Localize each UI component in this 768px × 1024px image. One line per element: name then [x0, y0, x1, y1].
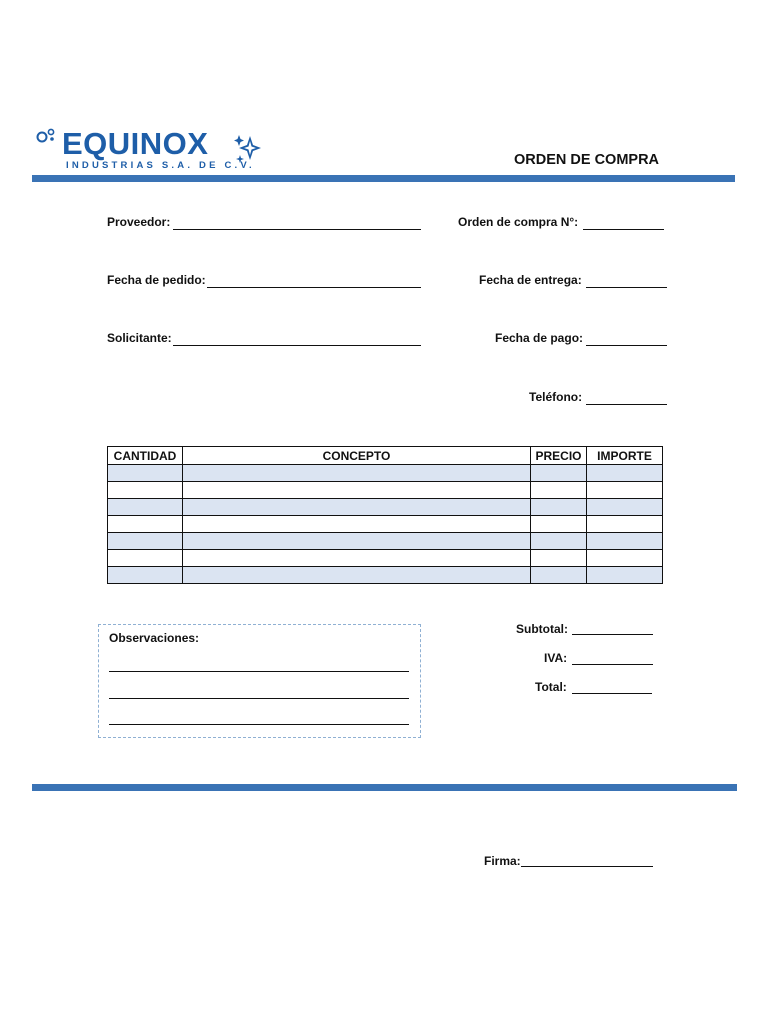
company-subtitle: INDUSTRIAS S.A. DE C.V. — [66, 160, 255, 171]
cell-importe[interactable] — [587, 550, 663, 567]
field-firma[interactable] — [521, 866, 653, 867]
label-fecha-pago: Fecha de pago: — [495, 331, 584, 345]
cell-cantidad[interactable] — [108, 482, 183, 499]
label-subtotal: Subtotal: — [516, 622, 568, 636]
column-header-precio: PRECIO — [531, 447, 587, 465]
bubbles-icon — [36, 127, 62, 147]
label-iva: IVA: — [544, 651, 568, 665]
cell-concepto[interactable] — [183, 499, 531, 516]
cell-importe[interactable] — [587, 482, 663, 499]
column-header-cantidad: CANTIDAD — [108, 447, 183, 465]
table-row — [108, 482, 663, 499]
cell-precio[interactable] — [531, 482, 587, 499]
cell-importe[interactable] — [587, 516, 663, 533]
field-telefono[interactable] — [586, 404, 667, 405]
footer-divider — [32, 784, 737, 791]
observations-label: Observaciones: — [109, 631, 200, 645]
cell-precio[interactable] — [531, 465, 587, 482]
field-total[interactable] — [572, 693, 652, 694]
field-fecha-pago[interactable] — [586, 345, 667, 346]
cell-precio[interactable] — [531, 550, 587, 567]
cell-concepto[interactable] — [183, 482, 531, 499]
cell-concepto[interactable] — [183, 516, 531, 533]
cell-precio[interactable] — [531, 533, 587, 550]
label-fecha-pedido: Fecha de pedido: — [107, 273, 206, 287]
cell-cantidad[interactable] — [108, 567, 183, 584]
label-orden-compra: Orden de compra N°: — [458, 215, 579, 229]
cell-cantidad[interactable] — [108, 550, 183, 567]
document-title: ORDEN DE COMPRA — [514, 152, 660, 168]
label-firma: Firma: — [484, 854, 521, 868]
cell-precio[interactable] — [531, 567, 587, 584]
table-row — [108, 533, 663, 550]
label-proveedor: Proveedor: — [107, 215, 171, 229]
label-telefono: Teléfono: — [529, 390, 583, 404]
cell-concepto[interactable] — [183, 567, 531, 584]
field-fecha-entrega[interactable] — [586, 287, 667, 288]
label-fecha-entrega: Fecha de entrega: — [479, 273, 582, 287]
table-header-row — [108, 447, 663, 465]
items-table — [107, 446, 663, 584]
cell-cantidad[interactable] — [108, 533, 183, 550]
table-row — [108, 550, 663, 567]
field-fecha-pedido[interactable] — [207, 287, 421, 288]
cell-importe[interactable] — [587, 465, 663, 482]
cell-concepto[interactable] — [183, 465, 531, 482]
company-name: EQUINOX — [62, 126, 209, 161]
header-divider — [32, 175, 735, 182]
cell-precio[interactable] — [531, 499, 587, 516]
column-header-concepto: CONCEPTO — [183, 447, 531, 465]
cell-cantidad[interactable] — [108, 516, 183, 533]
observations-line[interactable] — [109, 724, 409, 725]
table-row — [108, 567, 663, 584]
table-row — [108, 465, 663, 482]
cell-concepto[interactable] — [183, 533, 531, 550]
cell-cantidad[interactable] — [108, 465, 183, 482]
cell-precio[interactable] — [531, 516, 587, 533]
cell-cantidad[interactable] — [108, 499, 183, 516]
field-iva[interactable] — [572, 664, 653, 665]
label-solicitante: Solicitante: — [107, 331, 172, 345]
table-row — [108, 516, 663, 533]
table-row — [108, 499, 663, 516]
cell-importe[interactable] — [587, 533, 663, 550]
cell-concepto[interactable] — [183, 550, 531, 567]
cell-importe[interactable] — [587, 567, 663, 584]
observations-line[interactable] — [109, 671, 409, 672]
cell-importe[interactable] — [587, 499, 663, 516]
label-total: Total: — [535, 680, 567, 694]
field-orden-compra[interactable] — [583, 229, 664, 230]
field-solicitante[interactable] — [173, 345, 421, 346]
observations-line[interactable] — [109, 698, 409, 699]
field-proveedor[interactable] — [173, 229, 421, 230]
column-header-importe: IMPORTE — [587, 447, 663, 465]
field-subtotal[interactable] — [572, 634, 653, 635]
